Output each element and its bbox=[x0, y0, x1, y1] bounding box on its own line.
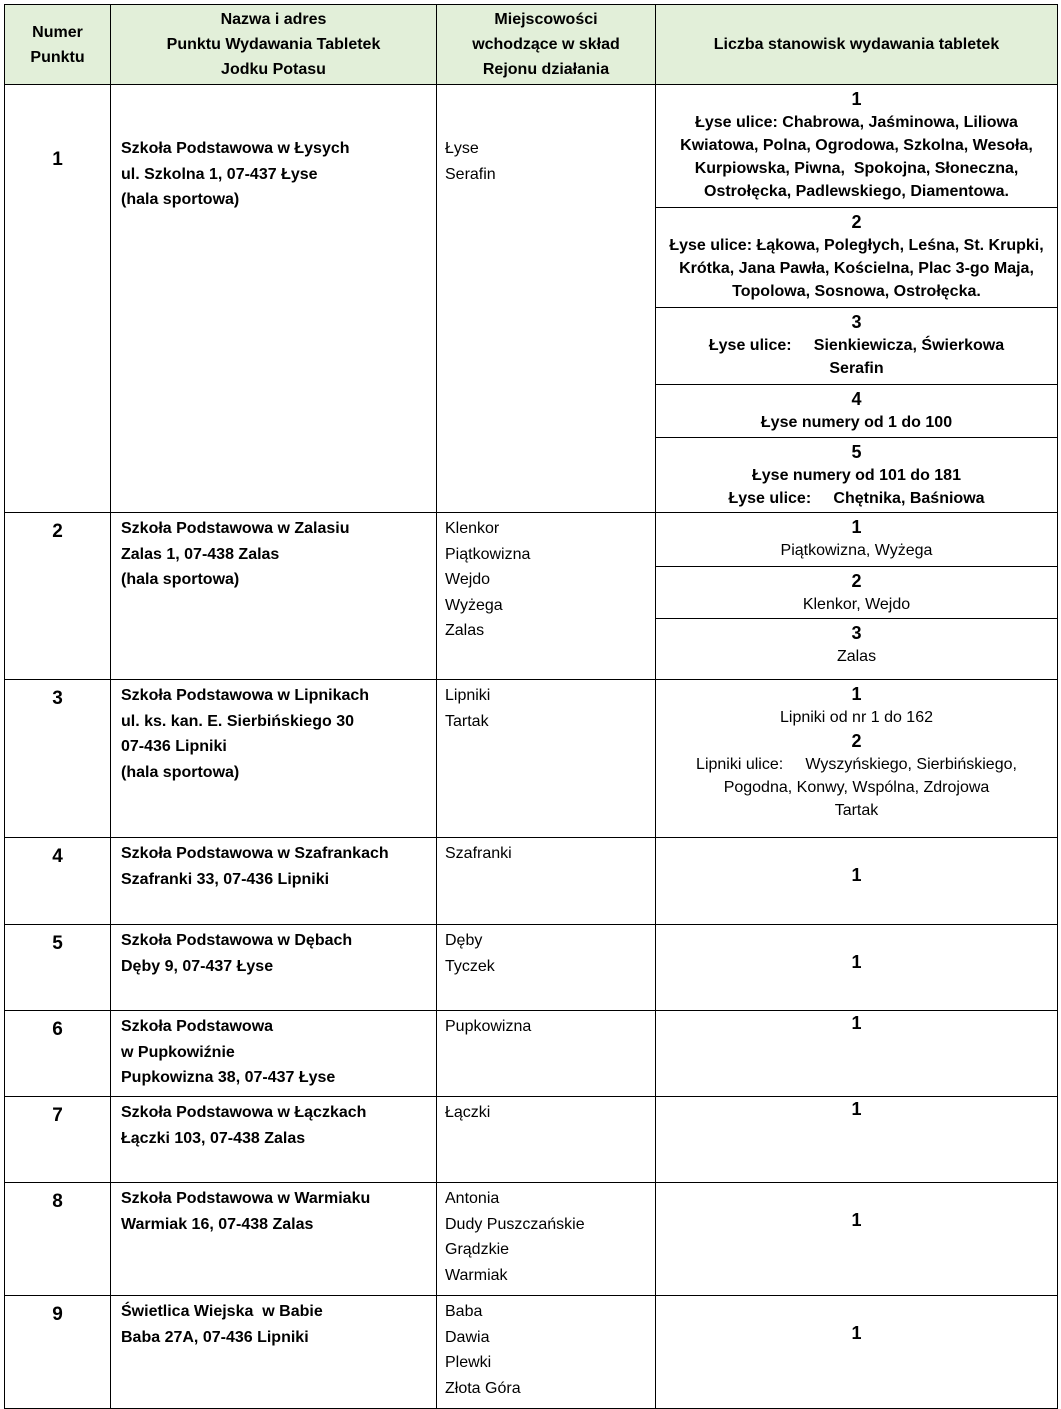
point-number: 7 bbox=[52, 1105, 63, 1126]
point-name-address-cell bbox=[111, 1097, 437, 1183]
point-address-line: Szkoła Podstawowa bbox=[121, 1018, 274, 1035]
station-assignment-line: Krótka, Jana Pawła, Kościelna, Plac 3-go Maja, bbox=[679, 260, 1034, 277]
point-address-line: 07-436 Lipniki bbox=[121, 738, 227, 755]
header-line: Rejonu działania bbox=[482, 61, 610, 78]
point-number-cell bbox=[5, 1097, 111, 1183]
point-address-line: Szkoła Podstawowa w Dębach bbox=[121, 932, 353, 949]
table-row bbox=[5, 1296, 1058, 1409]
point-name-address-cell bbox=[111, 925, 437, 1011]
station-assignment-line: Łyse ulice: Chabrowa, Jaśminowa, Liliowa bbox=[695, 114, 1018, 131]
locality-item: Warmiak bbox=[445, 1266, 508, 1284]
point-number: 5 bbox=[52, 933, 63, 954]
stations-cell bbox=[656, 925, 1058, 1011]
point-address-line: ul. ks. kan. E. Sierbińskiego 30 bbox=[121, 712, 354, 730]
locality-item: Plewki bbox=[445, 1354, 492, 1371]
header-point-name-address bbox=[111, 5, 437, 85]
locality-item: Serafin bbox=[445, 165, 496, 183]
distribution-points-table bbox=[4, 4, 1058, 1409]
station-number: 2 bbox=[851, 731, 862, 751]
point-address-line: Szkoła Podstawowa w Zalasiu bbox=[121, 520, 350, 537]
station-assignment-line: Łyse numery od 1 do 100 bbox=[760, 414, 953, 431]
point-address-line: Świetlica Wiejska w Babie bbox=[121, 1303, 323, 1320]
header-line: Punktu Wydawania Tabletek bbox=[166, 36, 381, 53]
point-address-line: Dęby 9, 07-437 Łyse bbox=[121, 957, 274, 975]
point-address-line: Szkoła Podstawowa w Łączkach bbox=[121, 1104, 367, 1121]
station-assignment-line: Serafin bbox=[829, 360, 884, 377]
point-name-address-cell bbox=[111, 1183, 437, 1296]
point-name-address-cell bbox=[111, 680, 437, 838]
station-assignment-line: Łyse ulice: Sienkiewicza, Świerkowa bbox=[708, 337, 1005, 354]
header-localities bbox=[437, 5, 656, 85]
point-name-address-cell bbox=[111, 1011, 437, 1097]
locality-item: Wejdo bbox=[445, 571, 491, 588]
station-assignment-line: Lipniki ulice: Wyszyńskiego, Sierbińskiego, bbox=[696, 756, 1017, 773]
table-header-row bbox=[5, 5, 1058, 85]
station-assignment-line: Piątkowizna, Wyżega bbox=[780, 542, 933, 559]
locality-item: Dawia bbox=[445, 1328, 490, 1346]
stations-cell bbox=[656, 385, 1058, 438]
station-assignment-line: Ostrołęcka, Padlewskiego, Diamentowa. bbox=[704, 183, 1009, 200]
table-row bbox=[5, 838, 1058, 925]
point-number: 4 bbox=[52, 846, 63, 867]
stations-cell bbox=[656, 1011, 1058, 1097]
station-assignment-line: Kurpiowska, Piwna, Spokojna, Słoneczna, bbox=[694, 160, 1019, 177]
stations-cell bbox=[656, 619, 1058, 680]
header-line: Miejscowości bbox=[494, 11, 598, 28]
point-address-line: Pupkowizna 38, 07-437 Łyse bbox=[121, 1069, 336, 1086]
point-number-cell bbox=[5, 838, 111, 925]
locality-item: Klenkor bbox=[445, 520, 500, 537]
localities-cell bbox=[437, 838, 656, 925]
stations-cell bbox=[656, 308, 1058, 385]
station-count: 1 bbox=[851, 952, 862, 972]
station-assignment-line: Zalas bbox=[836, 648, 877, 665]
stations-cell bbox=[656, 85, 1058, 208]
locality-item: Lipniki bbox=[445, 687, 491, 704]
distribution-points-document bbox=[4, 4, 1057, 1409]
locality-item: Tyczek bbox=[445, 957, 495, 975]
station-count: 1 bbox=[851, 865, 862, 885]
point-number-cell bbox=[5, 85, 111, 513]
point-address-line: (hala sportowa) bbox=[121, 191, 240, 208]
locality-item: Łączki bbox=[445, 1104, 491, 1121]
point-number: 9 bbox=[52, 1304, 63, 1325]
stations-cell bbox=[656, 513, 1058, 567]
locality-item: Dudy Puszczańskie bbox=[445, 1215, 585, 1233]
locality-item: Dęby bbox=[445, 932, 483, 949]
header-point-number bbox=[5, 5, 111, 85]
station-count: 1 bbox=[851, 1323, 862, 1343]
stations-cell bbox=[656, 567, 1058, 619]
header-line: Liczba stanowisk wydawania tabletek bbox=[713, 36, 1000, 53]
localities-cell bbox=[437, 1296, 656, 1409]
stations-cell bbox=[656, 838, 1058, 925]
table-row bbox=[5, 85, 1058, 208]
localities-cell bbox=[437, 513, 656, 680]
point-number: 2 bbox=[52, 521, 63, 542]
stations-cell bbox=[656, 1296, 1058, 1409]
point-address-line: Szkoła Podstawowa w Lipnikach bbox=[121, 687, 370, 704]
table-row bbox=[5, 925, 1058, 1011]
station-count: 1 bbox=[851, 1013, 862, 1033]
station-number: 1 bbox=[851, 517, 862, 537]
station-number: 1 bbox=[851, 684, 862, 704]
table-row bbox=[5, 1183, 1058, 1296]
point-address-line: ul. Szkolna 1, 07-437 Łyse bbox=[121, 165, 318, 183]
point-address-line: Zalas 1, 07-438 Zalas bbox=[121, 545, 280, 563]
locality-item: Zalas bbox=[445, 622, 485, 639]
locality-item: Antonia bbox=[445, 1190, 500, 1207]
station-assignment-line: Łyse numery od 101 do 181 bbox=[752, 467, 961, 484]
point-address-line: Szkoła Podstawowa w Warmiaku bbox=[121, 1190, 371, 1207]
stations-cell bbox=[656, 208, 1058, 308]
station-number: 3 bbox=[851, 312, 862, 332]
stations-cell bbox=[656, 680, 1058, 838]
station-assignment-line: Kwiatowa, Polna, Ogrodowa, Szkolna, Wesoła, bbox=[680, 137, 1033, 154]
point-address-line: Szkoła Podstawowa w Szafrankach bbox=[121, 845, 389, 862]
table-row bbox=[5, 1097, 1058, 1183]
point-name-address-cell bbox=[111, 513, 437, 680]
station-assignment-line: Łyse ulice: Łąkowa, Poległych, Leśna, St. Krupki, bbox=[669, 237, 1044, 254]
header-line: Numer bbox=[32, 23, 83, 41]
station-assignment-line: Tartak bbox=[834, 802, 879, 819]
point-address-line: Szkoła Podstawowa w Łysych bbox=[121, 140, 350, 157]
point-address-line: Warmiak 16, 07-438 Zalas bbox=[121, 1215, 314, 1233]
locality-item: Tartak bbox=[445, 712, 489, 730]
point-address-line: w Pupkowiźnie bbox=[121, 1043, 235, 1061]
point-number: 3 bbox=[52, 688, 63, 709]
localities-cell bbox=[437, 925, 656, 1011]
point-number-cell bbox=[5, 1296, 111, 1409]
locality-item: Wyżega bbox=[445, 596, 503, 614]
station-count: 1 bbox=[851, 1099, 862, 1119]
point-address-line: (hala sportowa) bbox=[121, 571, 240, 588]
localities-cell bbox=[437, 1011, 656, 1097]
locality-item: Szafranki bbox=[445, 845, 512, 862]
point-name-address-cell bbox=[111, 838, 437, 925]
station-number: 1 bbox=[851, 89, 862, 109]
header-line: Jodku Potasu bbox=[221, 61, 326, 78]
table-row bbox=[5, 1011, 1058, 1097]
header-station-count bbox=[656, 5, 1058, 85]
locality-item: Baba bbox=[445, 1303, 483, 1320]
header-line: wchodzące w skład bbox=[472, 36, 620, 53]
station-number: 4 bbox=[851, 389, 862, 409]
point-number-cell bbox=[5, 513, 111, 680]
point-number-cell bbox=[5, 925, 111, 1011]
station-number: 5 bbox=[851, 442, 862, 462]
table-row bbox=[5, 513, 1058, 567]
localities-cell bbox=[437, 680, 656, 838]
locality-item: Piątkowizna bbox=[445, 545, 531, 563]
point-number: 1 bbox=[52, 149, 63, 170]
locality-item: Grądzkie bbox=[445, 1241, 510, 1258]
point-number: 6 bbox=[52, 1019, 63, 1040]
header-line: Punktu bbox=[30, 48, 85, 66]
point-name-address-cell bbox=[111, 1296, 437, 1409]
header-line: Nazwa i adres bbox=[220, 11, 327, 28]
station-number: 2 bbox=[851, 212, 862, 232]
station-number: 2 bbox=[851, 571, 862, 591]
stations-cell bbox=[656, 438, 1058, 513]
point-number-cell bbox=[5, 680, 111, 838]
point-number-cell bbox=[5, 1183, 111, 1296]
station-assignment-line: Klenkor, Wejdo bbox=[802, 596, 911, 613]
station-assignment-line: Topolowa, Sosnowa, Ostrołęcka. bbox=[732, 283, 981, 300]
station-assignment-line: Pogodna, Konwy, Wspólna, Zdrojowa bbox=[723, 779, 990, 796]
point-address-line: Łączki 103, 07-438 Zalas bbox=[121, 1129, 306, 1147]
locality-item: Łyse bbox=[445, 140, 479, 157]
point-number-cell bbox=[5, 1011, 111, 1097]
locality-item: Pupkowizna bbox=[445, 1018, 532, 1035]
station-assignment-line: Łyse ulice: Chętnika, Baśniowa bbox=[728, 490, 985, 507]
point-address-line: Baba 27A, 07-436 Lipniki bbox=[121, 1328, 309, 1346]
station-count: 1 bbox=[851, 1210, 862, 1230]
station-assignment-line: Lipniki od nr 1 do 162 bbox=[780, 709, 933, 726]
localities-cell bbox=[437, 1097, 656, 1183]
localities-cell bbox=[437, 85, 656, 513]
stations-cell bbox=[656, 1183, 1058, 1296]
point-address-line: (hala sportowa) bbox=[121, 763, 240, 781]
localities-cell bbox=[437, 1183, 656, 1296]
point-address-line: Szafranki 33, 07-436 Lipniki bbox=[121, 870, 330, 888]
point-name-address-cell bbox=[111, 85, 437, 513]
table-row bbox=[5, 680, 1058, 838]
point-number: 8 bbox=[52, 1191, 63, 1212]
station-number: 3 bbox=[851, 623, 862, 643]
locality-item: Złota Góra bbox=[445, 1379, 521, 1397]
table-body bbox=[5, 85, 1058, 1409]
stations-cell bbox=[656, 1097, 1058, 1183]
